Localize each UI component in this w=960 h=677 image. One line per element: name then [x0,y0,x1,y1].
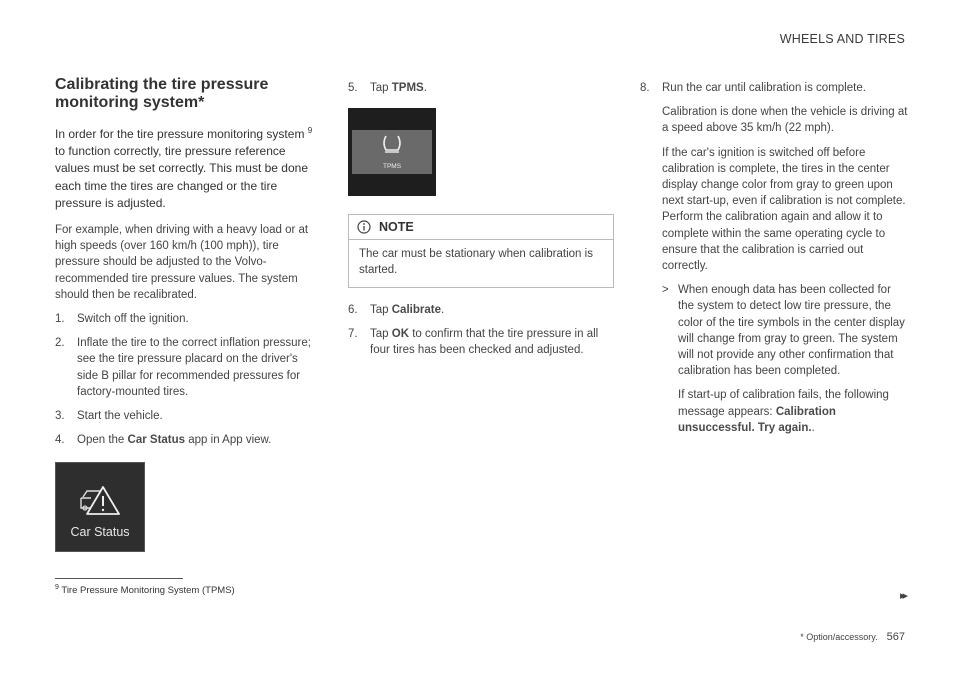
result-item: > When enough data has been collected for the system to detect low tire pressure, the color of the tire symbols in the center display will change from gray to green. The system will not provide any other confirmation that calibration has been completed. [640,282,910,379]
page-number: 567 [886,631,905,643]
car-warning-icon [79,483,121,517]
option-note: * Option/accessory. [800,632,878,642]
failure-paragraph: If start-up of calibration fails, the following message appears: Calibration unsuccessful. Try again.. [678,389,889,434]
step-4: 4. Open the Car Status app in App view. [55,434,272,447]
column-middle [348,80,616,358]
note-title: NOTE [379,220,414,235]
tpms-ui-text: TPMS [391,82,424,94]
tile-label: Car Status [70,525,130,540]
step-7: 7. Tap OK to confirm that the tire pressure in all four tires has been checked and adjusted. [348,327,599,357]
body-paragraph: For example, when driving with a heavy load or at high speeds (over 160 km/h (100 mph)), tire pressure should be adjusted to the Volvo-recommended tire pressure values. The system should then be recalibrated. [55,224,309,301]
intro-paragraph: In order for the tire pressure monitoring system $^9$ to function correctly, tire pressure reference values must be set correctly. This must be done each time the tires are changed or the tire pressure is adjusted. [55,126,313,210]
section-title: Calibrating the tire pressure monitoring system* [55,76,269,111]
step-2: 2. Inflate the tire to the correct inflation pressure; see the tire pressure placard on the driver's side B pillar for recommended pressures for factory-mounted tires. [55,337,311,398]
calibration-speed-paragraph: Calibration is done when the vehicle is driving at a speed above 35 km/h (22 mph). [662,106,908,135]
tire-pressure-icon [381,134,403,154]
note-box [348,214,614,287]
step-1: 1. Switch off the ignition. [55,313,189,326]
footnote-divider [55,578,183,579]
section-header: WHEELS AND TIRES [779,32,905,46]
step-8: 8. Run the car until calibration is complete. [640,82,866,94]
note-text: The car must be stationary when calibration is started. [359,248,593,277]
ignition-paragraph: If the car's ignition is switched off before calibration is complete, the tires in the center display change color from gray to green upon next start-up, even if calibration is not complete. Perform the calibration again and allow it to complete within the same operating cycle to ensure that the calibration is carried out correctly. [662,146,906,273]
footnote-ref[interactable]: 9 [307,126,313,135]
ok-ui-text: OK [391,327,409,340]
tpms-button-image [348,108,436,196]
step-6: 6. Tap Calibrate. [348,303,445,316]
info-icon [357,220,371,234]
footnote: $^9$ Tire Pressure Monitoring System (TPMS) [55,584,235,597]
calibrate-ui-text: Calibrate [391,303,441,316]
tpms-label: TPMS [382,163,402,171]
next-page-arrow-icon[interactable]: ▸▸ [899,590,905,602]
page-footer [800,631,905,643]
step-5: 5. Tap TPMS. [348,82,427,94]
result-marker: > [662,284,669,297]
column-left [55,76,320,552]
car-status-app-tile [55,462,145,552]
failure-message-ui-text: Calibration unsuccessful. Try again. [678,405,836,434]
column-right [640,80,910,436]
car-status-ui-text: Car Status [127,434,186,447]
step-3: 3. Start the vehicle. [55,410,163,423]
